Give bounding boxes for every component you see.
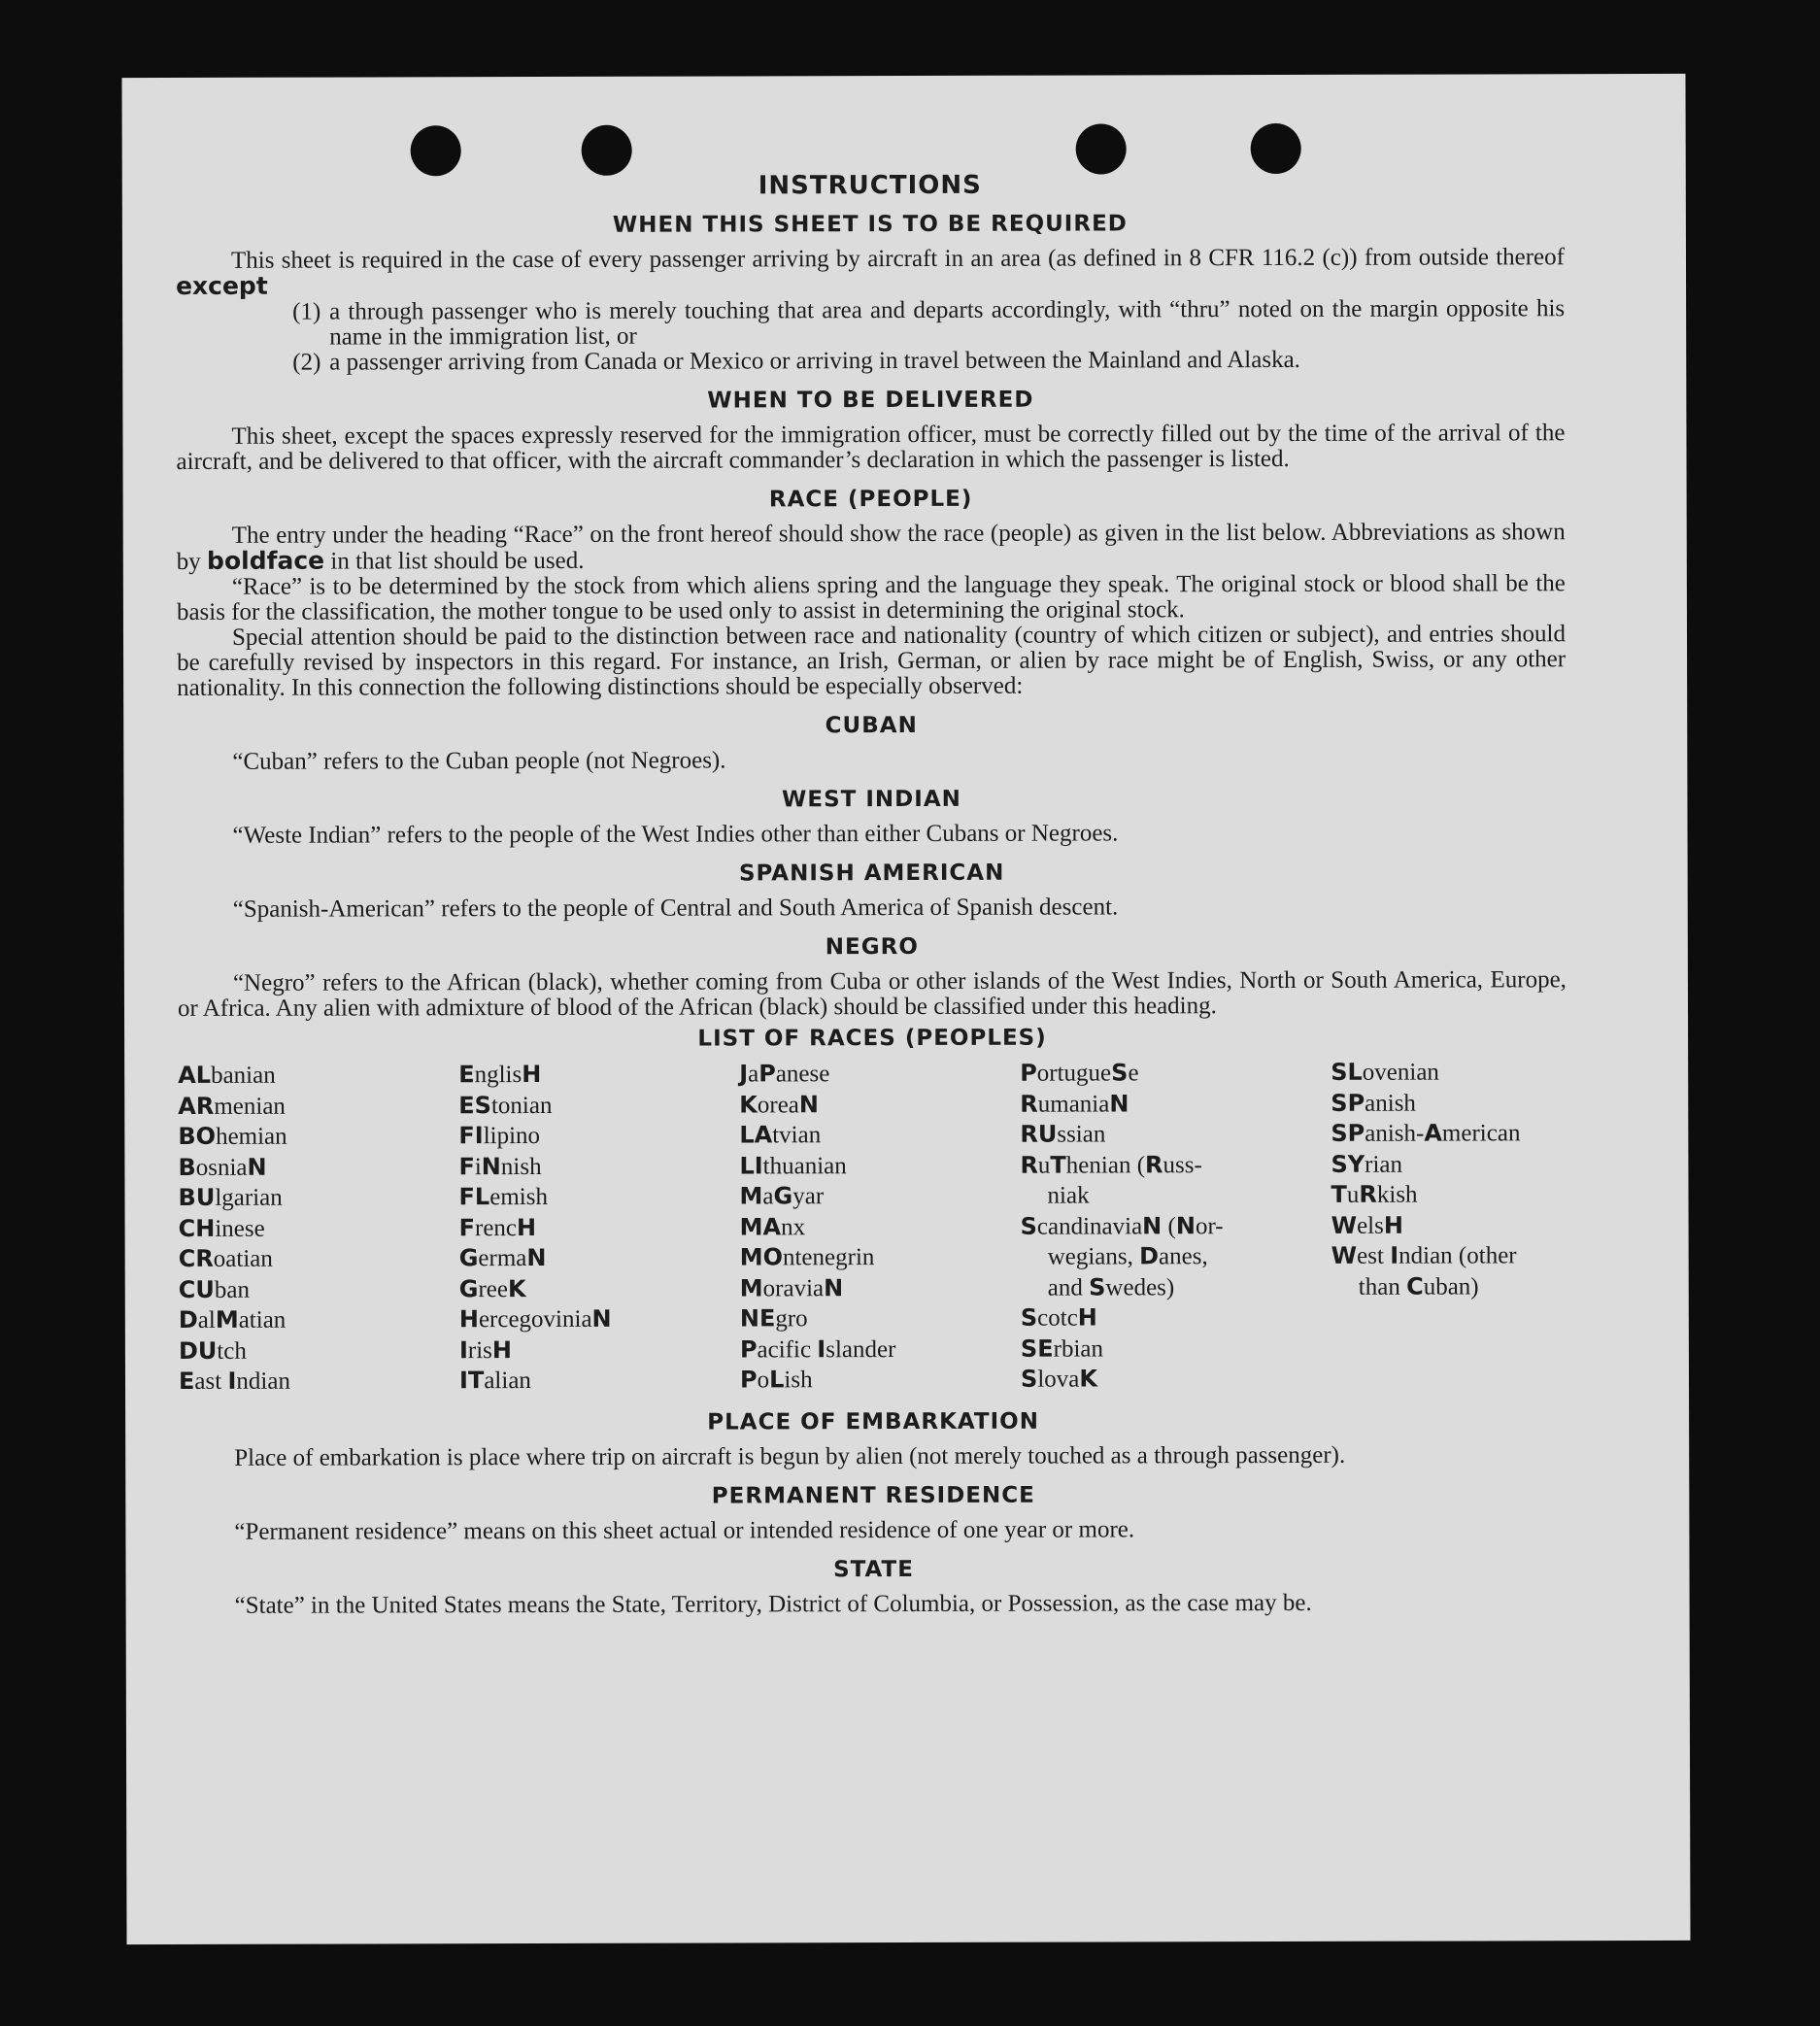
punch-hole	[1251, 123, 1301, 174]
race-entry: IrisH	[458, 1335, 512, 1364]
race-entry: JaPanese	[739, 1060, 830, 1088]
race-entry: ScandinaviaN (Nor-	[1020, 1211, 1224, 1240]
race-entry: MoraviaN	[739, 1273, 844, 1301]
paragraph: “Race” is to be determined by the stock from which aliens spring and the language they speak. The original stock or blood shall be the basis for the classification, the mother tongue to be used only to assist in determining the original stock.	[176, 570, 1566, 625]
section-heading: PERMANENT RESIDENCE	[711, 1482, 1035, 1509]
race-list	[178, 1057, 1567, 1397]
race-column	[739, 1059, 1021, 1396]
punch-hole	[582, 125, 632, 176]
race-entry: TuRkish	[1331, 1180, 1418, 1208]
race-entry: SPanish-American	[1331, 1119, 1521, 1147]
section-heading: SPANISH AMERICAN	[738, 860, 1005, 887]
race-entry: GreeK	[458, 1274, 526, 1302]
paragraph: “Cuban” refers to the Cuban people (not Negroes).	[232, 747, 726, 775]
race-entry: BUlgarian	[178, 1183, 283, 1211]
race-entry: SLovenian	[1331, 1058, 1439, 1086]
race-entry: FIlipino	[458, 1122, 541, 1150]
race-entry: BosniaN	[178, 1153, 267, 1181]
section-heading: CUBAN	[825, 712, 918, 739]
race-entry: NEgro	[739, 1304, 808, 1333]
race-entry: SPanish	[1331, 1089, 1416, 1117]
race-entry: RumaniaN	[1020, 1089, 1129, 1118]
section-heading: LIST OF RACES (PEOPLES)	[697, 1025, 1047, 1052]
section-heading: WHEN THIS SHEET IS TO BE REQUIRED	[612, 211, 1128, 238]
race-entry: and Swedes)	[1047, 1272, 1175, 1301]
section-heading: WHEN TO BE DELIVERED	[707, 387, 1034, 414]
race-entry: ARmenian	[178, 1092, 286, 1120]
paragraph: “Permanent residence” means on this sheet actual or intended residence of one year or more.	[234, 1515, 1135, 1545]
race-entry: wegians, Danes,	[1047, 1242, 1208, 1270]
race-entry: West Indian (other	[1331, 1241, 1517, 1269]
race-entry: ALbanian	[178, 1061, 276, 1089]
race-entry: ITalian	[458, 1367, 531, 1395]
race-entry: PoLish	[739, 1366, 813, 1394]
race-entry: East Indian	[178, 1367, 290, 1395]
race-entry: DalMatian	[178, 1305, 286, 1334]
race-column	[1020, 1058, 1331, 1395]
race-entry: BOhemian	[178, 1122, 287, 1150]
section-heading: WEST INDIAN	[781, 786, 961, 813]
race-entry: CHinese	[178, 1214, 265, 1242]
paragraph: “Spanish-American” refers to the people of Central and South America of Spanish descent.	[232, 894, 1119, 923]
section-heading: RACE (PEOPLE)	[768, 486, 973, 513]
paragraph: “State” in the United States means the State, Territory, District of Columbia, or Possession, as the case may be.	[234, 1589, 1312, 1619]
race-entry: niak	[1047, 1182, 1090, 1209]
paragraph: “Weste Indian” refers to the people of the West Indies other than either Cubans or Negroes.	[232, 820, 1119, 849]
paragraph: Place of embarkation is place where trip on aircraft is begun by alien (not merely touched as a through passenger).	[234, 1441, 1346, 1471]
race-entry: PortugueSe	[1020, 1059, 1139, 1087]
document-sheet	[121, 74, 1690, 1944]
punch-hole	[411, 125, 461, 176]
race-entry: than Cuban)	[1358, 1272, 1479, 1300]
page-title: INSTRUCTIONS	[758, 170, 982, 201]
race-entry: SlovaK	[1020, 1365, 1097, 1393]
race-entry: FLemish	[458, 1183, 548, 1211]
race-entry: RuThenian (Russ-	[1020, 1150, 1202, 1179]
race-entry: LIthuanian	[739, 1151, 847, 1179]
race-entry: Pacific Islander	[739, 1334, 896, 1363]
section-heading: NEGRO	[825, 933, 919, 961]
paragraph: “Negro” refers to the African (black), whether coming from Cuba or other islands of the West Indies, North or South America, Europe, or Africa. Any alien with admixture of blood of the African (black) should be classified under this heading.	[177, 966, 1567, 1022]
punch-hole	[1076, 123, 1127, 174]
race-column	[458, 1059, 740, 1396]
race-entry: MAnx	[739, 1212, 806, 1240]
race-entry: SErbian	[1020, 1334, 1104, 1363]
race-entry: DUtch	[178, 1336, 247, 1365]
race-column	[1331, 1057, 1567, 1394]
race-entry: EnglisH	[458, 1060, 542, 1089]
race-entry: EStonian	[458, 1091, 553, 1119]
race-column	[178, 1060, 459, 1397]
race-entry: MaGyar	[739, 1182, 825, 1210]
section-heading: STATE	[833, 1556, 914, 1582]
race-entry: GermaN	[458, 1243, 547, 1272]
section-heading: PLACE OF EMBARKATION	[707, 1408, 1040, 1435]
race-entry: CRoatian	[178, 1244, 273, 1272]
race-entry: ScotcH	[1020, 1303, 1097, 1332]
paragraph: This sheet, except the spaces expressly reserved for the immigration officer, must be correctly filled out by the time of the arrival of the aircraft, and be delivered to that officer, with the aircraft commander’s declaration in which the passenger is listed.	[176, 420, 1566, 475]
paragraph: Special attention should be paid to the distinction between race and nationality (country of which citizen or subject), and entries should be carefully revised by inspectors in this regard. For instance, an Irish, German, or alien by race might be of English, Swiss, or any other nationality. In this connection the following distinctions should be especially observed:	[177, 621, 1567, 701]
race-entry: WelsH	[1331, 1211, 1403, 1239]
list-item: (1) a through passenger who is merely touching that area and departs accordingly, with “thru” noted on the margin opposite his name in the immigration list, or	[292, 295, 1566, 351]
race-entry: LAtvian	[739, 1121, 822, 1149]
paragraph: This sheet is required in the case of every passenger arriving by aircraft in an area (as defined in 8 CFR 116.2 (c)) from outside thereof except	[176, 244, 1566, 300]
paragraph: The entry under the heading “Race” on the front hereof should show the race (people) as given in the list below. Abbreviations as shown by boldface in that list should be used.	[176, 519, 1566, 575]
list-item: (2) a passenger arriving from Canada or Mexico or arriving in travel between the Mainland and Alaska.	[292, 346, 1300, 376]
race-entry: FiNnish	[458, 1152, 542, 1180]
race-entry: CUban	[178, 1275, 251, 1303]
race-entry: RUssian	[1020, 1120, 1106, 1148]
race-entry: SYrian	[1331, 1150, 1403, 1178]
instructions-body	[176, 171, 1568, 1618]
race-entry: FrencH	[458, 1213, 537, 1241]
race-entry: KoreaN	[739, 1090, 820, 1118]
race-entry: MOntenegrin	[739, 1243, 875, 1271]
race-entry: HercegoviniaN	[458, 1304, 612, 1334]
